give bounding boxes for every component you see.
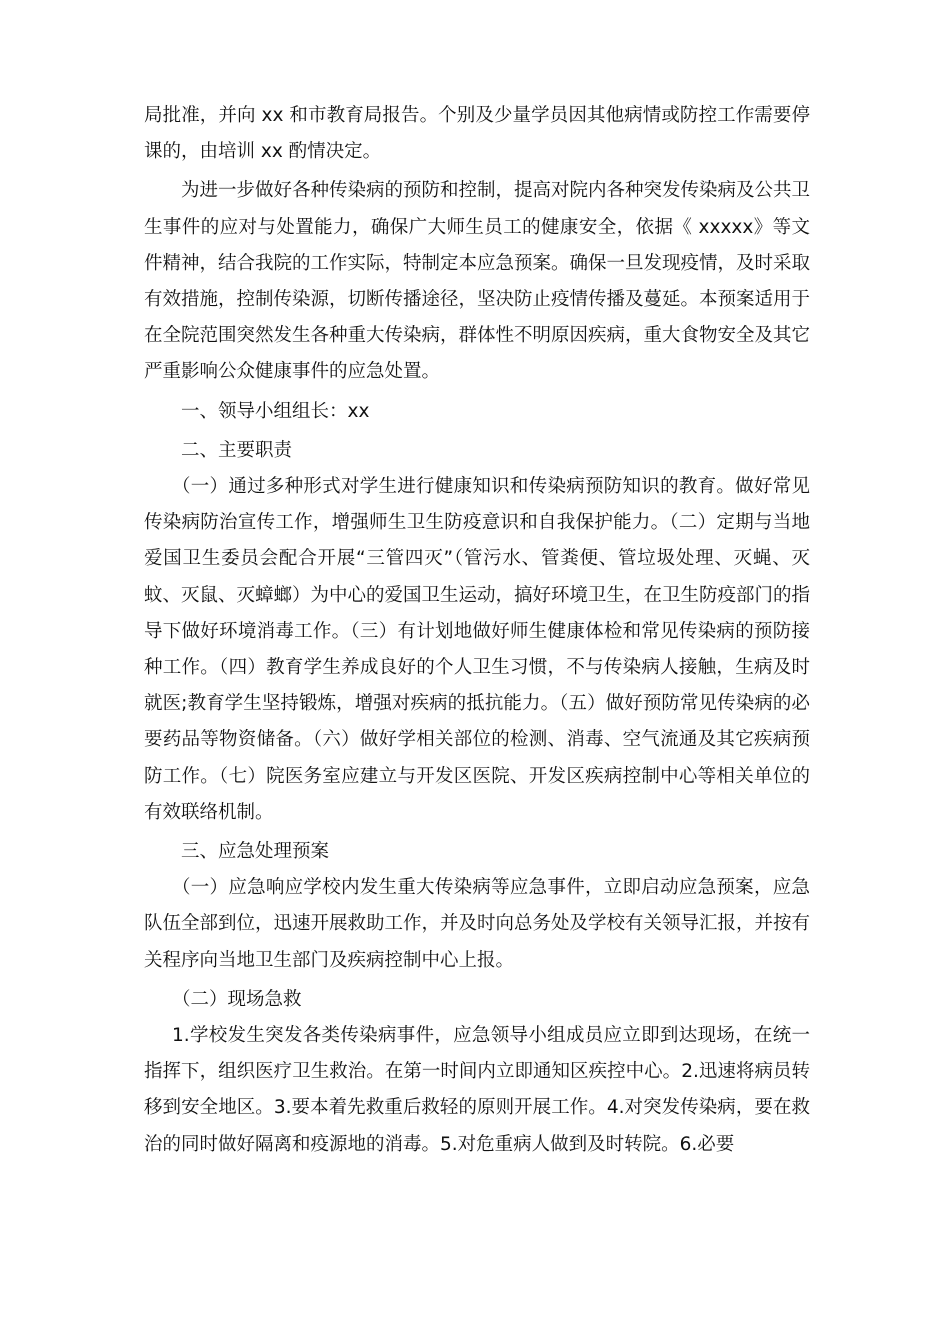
paragraph-preamble: 为进一步做好各种传染病的预防和控制，提高对院内各种突发传染病及公共卫生事件的应对与处置能力，确保广大师生员工的健康安全，依据《 xxxxx》等文件精神，结合我院的工作实际，特制定本应急预案。确保一旦发现疫情，及时采取有效措施，控制传染源，切断传播途径，坚决防止疫情传播及蔓延。本预案适用于在全院范围突然发生各种重大传染病，群体性不明原因疾病，重大食物安全及其它严重影响公众健康事件的应急处置。	[144, 180, 811, 383]
paragraph-emergency-response: （一）应急响应学校内发生重大传染病等应急事件，立即启动应急预案，应急队伍全部到位，迅速开展救助工作，并及时向总务处及学校有关领导汇报，并按有关程序向当地卫生部门及疾病控制中心上报。	[144, 877, 811, 971]
heading-main-duties: 二、主要职责	[181, 439, 293, 461]
heading-emergency-plan: 三、应急处理预案	[181, 841, 330, 863]
paragraph-duties: （一）通过多种形式对学生进行健康知识和传染病预防知识的教育。做好常见传染病防治宣传工作，增强师生卫生防疫意识和自我保护能力。（二）定期与当地爱国卫生委员会配合开展“三管四灭”（管污水、管粪便、管垃圾处理、灭蝇、灭蚊、灭鼠、灭蟑螂）为中心的爱国卫生运动，搞好环境卫生，在卫生防疫部门的指导下做好环境消毒工作。（三）有计划地做好师生健康体检和常见传染病的预防接种工作。（四）教育学生养成良好的个人卫生习惯，不与传染病人接触，生病及时就医;教育学生坚持锻炼，增强对疾病的抵抗能力。（五）做好预防常见传染病的必要药品等物资储备。（六）做好学相关部位的检测、消毒、空气流通及其它疾病预防工作。（七）院医务室应建立与开发区医院、开发区疾病控制中心等相关单位的有效联络机制。	[144, 476, 811, 823]
document-body	[144, 98, 810, 1163]
paragraph-onsite-rescue: 1.学校发生突发各类传染病事件，应急领导小组成员应立即到达现场，在统一指挥下，组织医疗卫生救治。在第一时间内立即通知区疾控中心。2.迅速将病员转移到安全地区。3.要本着先救重后救轻的原则开展工作。4.对突发传染病，要在救治的同时做好隔离和疫源地的消毒。5.对危重病人做到及时转院。6.必要	[144, 1025, 810, 1155]
heading-leadership-group: 一、领导小组组长：xx	[181, 400, 370, 422]
heading-onsite-rescue: （二）现场急救	[172, 988, 302, 1010]
paragraph-approval: 局批准，并向 xx 和市教育局报告。个别及少量学员因其他病情或防控工作需要停课的，由培训 xx 酌情决定。	[144, 105, 810, 163]
